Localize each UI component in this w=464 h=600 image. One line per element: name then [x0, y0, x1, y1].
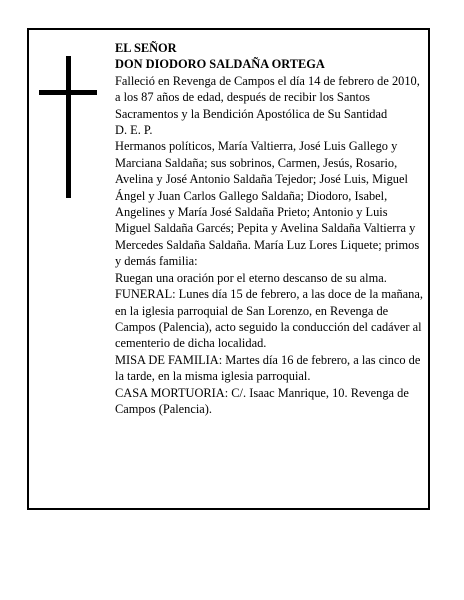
- mass-paragraph: MISA DE FAMILIA: Martes día 16 de febrero, a las cinco de la tarde, en la misma iglesia parroquial.: [115, 352, 421, 384]
- death-paragraph: Falleció en Revenga de Campos el día 14 de febrero de 2010, a los 87 años de edad, después de recibir los Santos Sacramentos y la Bendición Apostólica de Su Santidad: [115, 73, 420, 121]
- house-paragraph: CASA MORTUORIA: C/. Isaac Manrique, 10. Revenga de Campos (Palencia).: [115, 385, 409, 416]
- notice-text: [115, 40, 423, 417]
- dep-line: D. E. P.: [115, 123, 153, 138]
- obituary-notice: [27, 28, 430, 510]
- cross-icon: [39, 56, 97, 198]
- notice-title-line-2: DON DIODORO SALDAÑA ORTEGA: [115, 57, 325, 72]
- family-paragraph: Hermanos políticos, María Valtierra, José Luis Gallego y Marciana Saldaña; sus sobrinos, Carmen, Jesús, Rosario, Avelina y José Antonio Saldaña Tejedor; José Luis, Miguel Ángel y Juan Carlos Gallego Saldaña; Diodoro, Isabel, Angelines y María José Saldaña Prieto; Antonio y Luis Miguel Saldaña Garcés; Pepita y Avelina Saldaña Valtierra y Mercedes Saldaña Saldaña. María Luz Lores Liquete; primos y demás familia:: [115, 139, 420, 269]
- cross-vertical-bar: [66, 56, 71, 198]
- prayer-request: Ruegan una oración por el eterno descanso de su alma.: [115, 270, 387, 285]
- funeral-paragraph: FUNERAL: Lunes día 15 de febrero, a las doce de la mañana, en la iglesia parroquial de San Lorenzo, en Revenga de Campos (Palencia), acto seguido la conducción del cadáver al cementerio de dicha localidad.: [115, 287, 423, 351]
- notice-title-line-1: EL SEÑOR: [115, 41, 177, 55]
- cross-horizontal-bar: [39, 90, 97, 95]
